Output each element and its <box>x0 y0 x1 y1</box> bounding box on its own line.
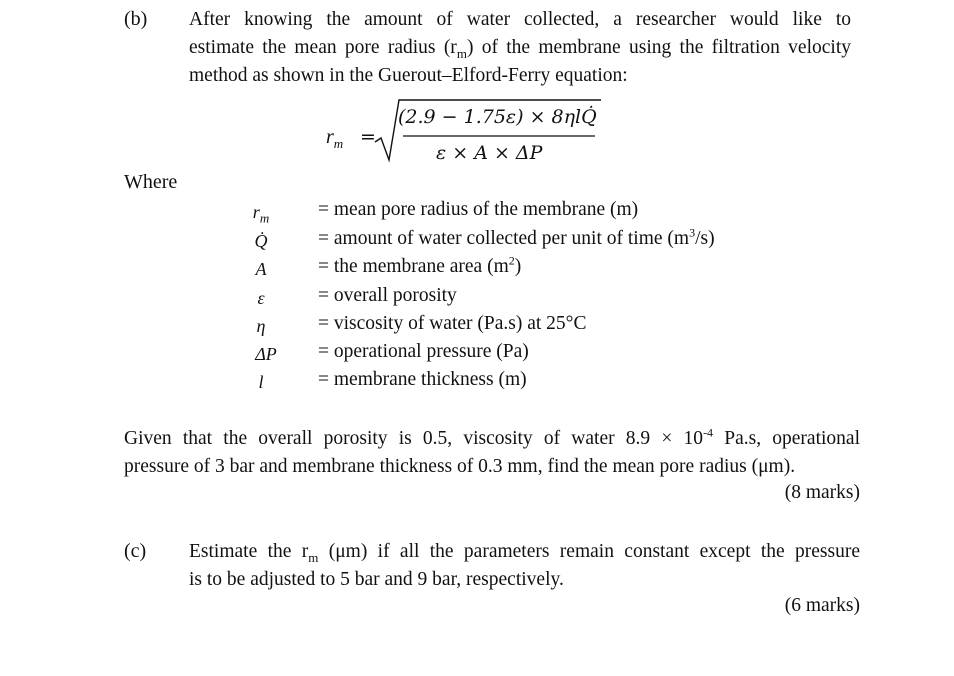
def-symbol-l: l <box>258 372 264 392</box>
part-b-line-2: estimate the mean pore radius $(r_m)$ of the membrane using the filtration velocity <box>189 37 851 61</box>
part-c-marks: (6 marks) <box>784 595 860 616</box>
def-text-eta: = viscosity of water (Pa.s) at 25°C <box>318 313 587 334</box>
part-b-line-3: method as shown in the Guerout–Elford-Ferry equation: <box>189 65 628 86</box>
where-label: Where <box>124 171 178 193</box>
part-b-label: (b) <box>124 8 148 30</box>
def-text-l: = membrane thickness (m) <box>318 369 527 390</box>
given-line-2: pressure of 3 bar and membrane thickness of 0.3 mm, find the mean pore radius (μm). <box>124 456 796 477</box>
def-symbol-rm: $r_m$ <box>252 202 270 226</box>
def-text-rm: = mean pore radius of the membrane (m) <box>318 199 639 220</box>
def-symbol-a: A <box>255 259 267 279</box>
part-b-line-1: After knowing the amount of water collected, a researcher would like to <box>189 9 851 30</box>
def-text-delta-p: = operational pressure (Pa) <box>318 341 529 362</box>
def-symbol-epsilon: ε <box>257 288 265 308</box>
def-text-a: = the membrane area $(m^2)$ <box>318 253 522 277</box>
def-text-qdot: = amount of water collected per unit of time $(m^3/s)$ <box>318 225 715 249</box>
part-c-line-1: Estimate the $r_m$ (μm) if all the parameters remain constant except the pressure <box>189 541 860 565</box>
def-symbol-eta: η <box>256 316 266 336</box>
part-c-label: (c) <box>124 540 147 562</box>
given-line-1: Given that the overall porosity is 0.5, viscosity of water $8.9 \times 10^{-4}$ Pa.s, operational <box>124 425 860 449</box>
def-text-epsilon: = overall porosity <box>318 285 457 306</box>
def-symbol-qdot: Q̇ <box>254 231 268 251</box>
equation-lhs: $r_m$ <box>326 126 344 151</box>
equation-denominator: ε × A × ΔP <box>436 142 543 164</box>
part-c-line-2: is to be adjusted to 5 bar and 9 bar, respectively. <box>189 569 564 590</box>
def-symbol-delta-p: ΔP <box>255 344 277 364</box>
equation-equals: = <box>360 126 376 148</box>
part-b-marks: (8 marks) <box>784 482 860 503</box>
equation-numerator: (2.9 − 1.75ε) × 8ηlQ̇ <box>398 106 597 128</box>
